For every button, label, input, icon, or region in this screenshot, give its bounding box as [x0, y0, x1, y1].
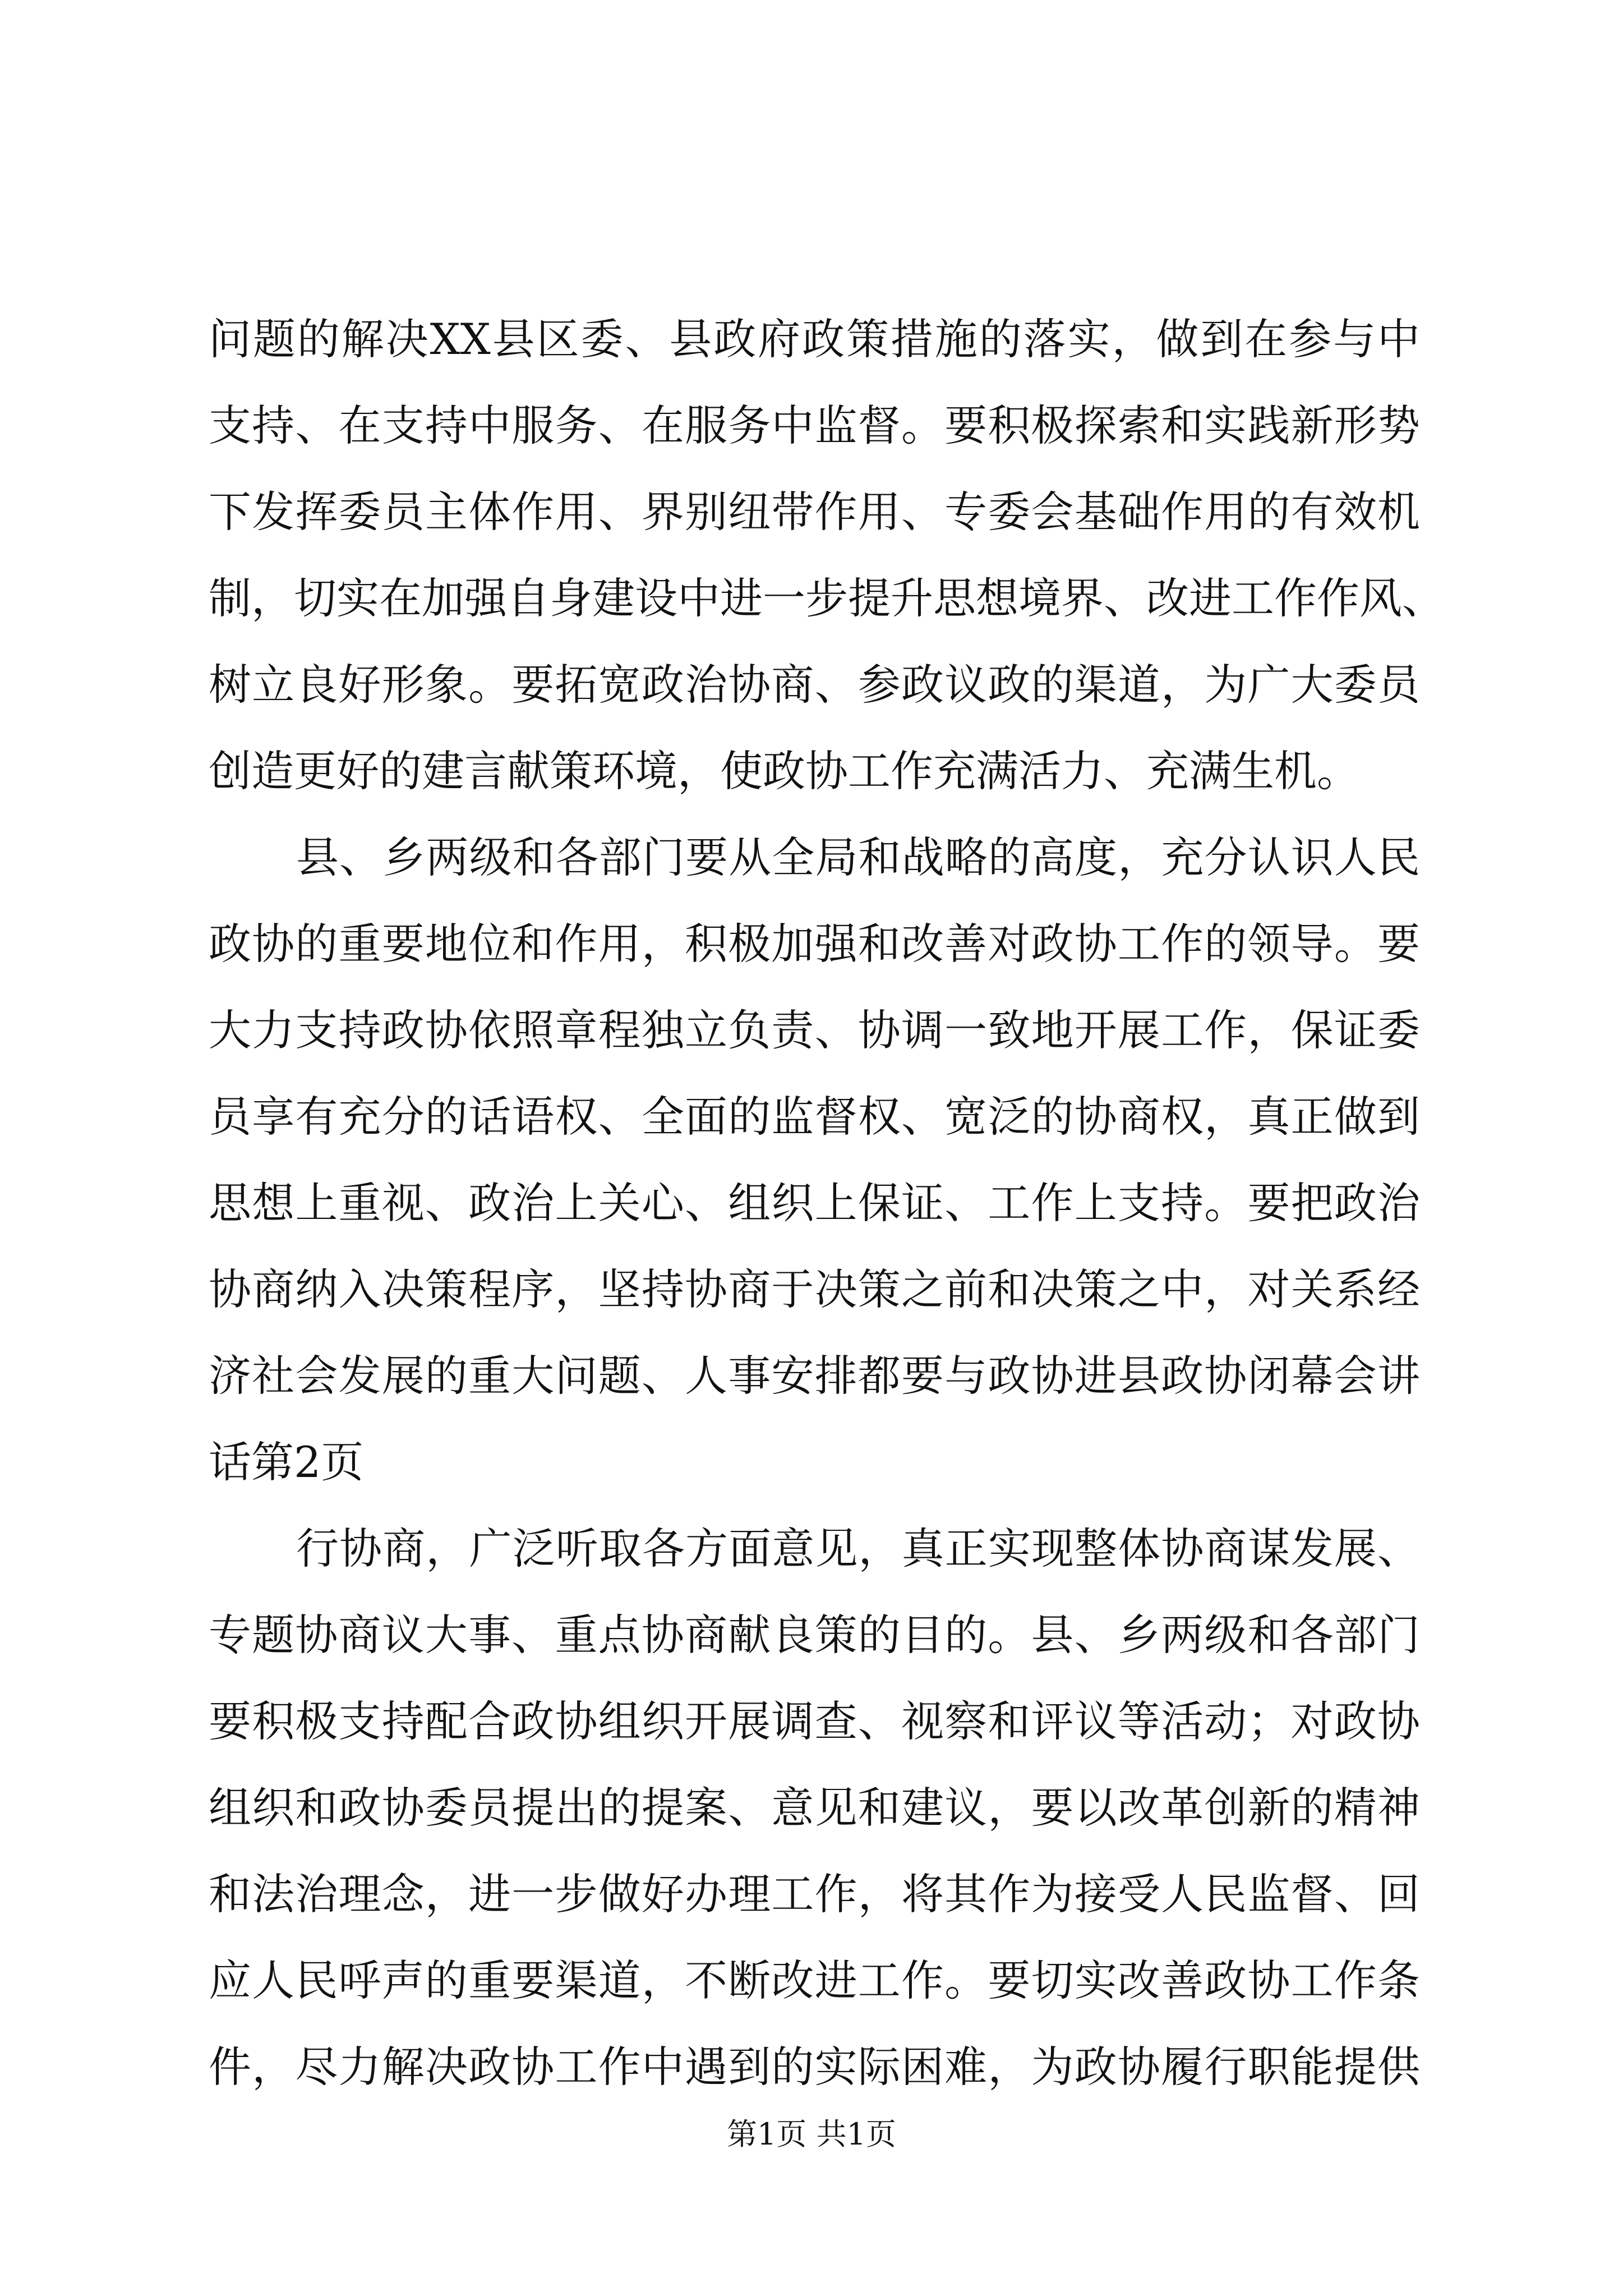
text-line-4: 制，切实在加强自身建设中进一步提升思想境界、改进工作作风、 — [209, 573, 1445, 623]
text-line-15: 行协商，广泛听取各方面意见，真正实现整体协商谋发展、 — [296, 1524, 1420, 1573]
text-line-16: 专题协商议大事、重点协商献良策的目的。县、乡两级和各部门 — [209, 1610, 1420, 1660]
text-line-13: 济社会发展的重大问题、人事安排都要与政协进县政协闭幕会讲 — [209, 1351, 1420, 1401]
text-line-6: 创造更好的建言献策环境，使政协工作充满活力、充满生机。 — [209, 746, 1359, 796]
text-line-9: 大力支持政协依照章程独立负责、协调一致地开展工作，保证委 — [209, 1005, 1420, 1055]
text-line-2: 支持、在支持中服务、在服务中监督。要积极探索和实践新形势 — [209, 401, 1420, 450]
text-line-14: 话第2页 — [209, 1437, 364, 1487]
text-line-18: 组织和政协委员提出的提案、意见和建议，要以改革创新的精神 — [209, 1783, 1420, 1833]
text-line-5: 树立良好形象。要拓宽政治协商、参政议政的渠道，为广大委员 — [209, 660, 1420, 710]
text-line-17: 要积极支持配合政协组织开展调查、视察和评议等活动；对政协 — [209, 1696, 1420, 1746]
text-line-11: 思想上重视、政治上关心、组织上保证、工作上支持。要把政治 — [209, 1178, 1420, 1228]
page-footer: 第1页 共1页 — [727, 2116, 896, 2152]
text-line-1: 问题的解决XX县区委、县政府政策措施的落实，做到在参与中 — [209, 314, 1420, 364]
text-line-12: 协商纳入决策程序，坚持协商于决策之前和决策之中，对关系经 — [209, 1264, 1420, 1314]
text-line-19: 和法治理念，进一步做好办理工作，将其作为接受人民监督、回 — [209, 1869, 1420, 1919]
text-line-10: 员享有充分的话语权、全面的监督权、宽泛的协商权，真正做到 — [209, 1092, 1420, 1142]
text-line-21: 件，尽力解决政协工作中遇到的实际困难，为政协履行职能提供 — [209, 2042, 1420, 2092]
text-line-3: 下发挥委员主体作用、界别纽带作用、专委会基础作用的有效机 — [209, 487, 1420, 537]
text-line-20: 应人民呼声的重要渠道，不断改进工作。要切实改善政协工作条 — [209, 1955, 1420, 2005]
text-line-8: 政协的重要地位和作用，积极加强和改善对政协工作的领导。要 — [209, 919, 1420, 969]
text-line-7: 县、乡两级和各部门要从全局和战略的高度，充分认识人民 — [296, 832, 1420, 882]
